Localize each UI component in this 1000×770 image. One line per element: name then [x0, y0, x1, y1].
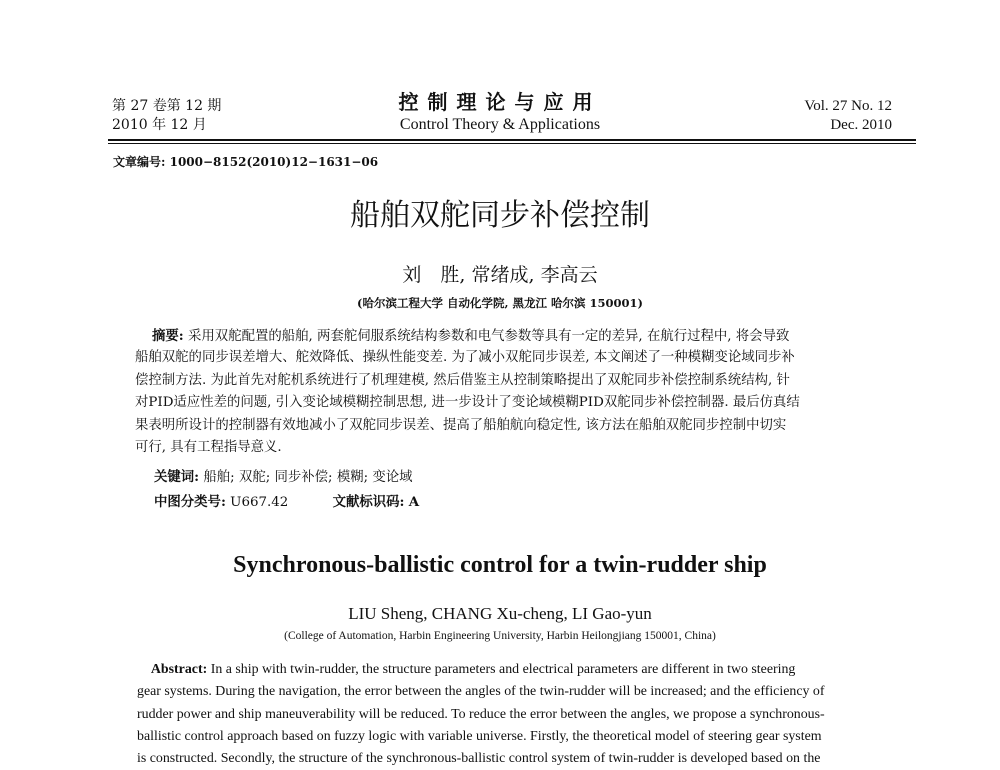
authors-en: LIU Sheng, CHANG Xu-cheng, LI Gao-yun: [348, 604, 652, 623]
abstract-cn-label: 摘要:: [152, 328, 184, 344]
classification-cn: [154, 491, 419, 510]
header-rule-thin: [108, 143, 916, 144]
volume-cn: 第 27 卷第 12 期: [112, 98, 222, 114]
affiliation-en: (College of Automation, Harbin Engineering University, Harbin Heilongjiang 150001, China): [284, 630, 716, 642]
doc-code-value: A: [408, 494, 420, 510]
abstract-en-line: rudder power and ship maneuverability will be reduced. To reduce the error between the angles, we propose a synchronous-: [137, 706, 825, 722]
volume-issue-en: [804, 97, 892, 135]
volume-en: Vol. 27 No. 12: [804, 98, 892, 114]
abstract-en-text: In a ship with twin-rudder, the structure parameters and electrical parameters are different in two steering: [210, 662, 796, 677]
abstract-cn-line: 偿控制方法. 为此首先对舵机系统进行了机理建模, 然后借鉴主从控制策略提出了双舵同步补偿控制系统结构, 针: [135, 372, 790, 388]
journal-title-cn: 控制理论与应用: [398, 90, 602, 114]
paper-title-en: Synchronous-ballistic control for a twin-rudder ship: [233, 552, 767, 578]
abstract-en: [137, 659, 897, 770]
clc-label: 中图分类号:: [154, 494, 226, 510]
abstract-cn-line: 果表明所设计的控制器有效地减小了双舵同步误差、提高了船舶航向稳定性, 该方法在船舶双舵同步控制中切实: [135, 417, 787, 433]
date-en: Dec. 2010: [830, 117, 892, 133]
doc-code-label: 文献标识码:: [332, 494, 405, 510]
header-rule-thick: [108, 139, 916, 141]
abstract-cn-text: 采用双舵配置的船舶, 两套舵伺服系统结构参数和电气参数等具有一定的差异, 在航行过程中, 将会导致: [188, 329, 790, 344]
abstract-en-line: is constructed. Secondly, the structure of the synchronous-ballistic control system of twin-rudder is developed based on the: [137, 751, 821, 767]
abstract-cn: [135, 325, 897, 459]
affiliation-cn: (哈尔滨工程大学 自动化学院, 黑龙江 哈尔滨 150001): [357, 296, 643, 310]
abstract-cn-line: [135, 325, 897, 347]
abstract-cn-line: 船舶双舵的同步误差增大、舵效降低、操纵性能变差. 为了减小双舵同步误差, 本文阐述了一种模糊变论域同步补: [135, 350, 795, 366]
abstract-cn-line: 可行, 具有工程指导意义.: [135, 439, 282, 455]
keywords-cn-label: 关键词:: [154, 469, 200, 485]
abstract-en-line: gear systems. During the navigation, the error between the angles of the twin-rudder will be increased; and the efficiency of: [137, 684, 825, 700]
abstract-cn-line: 对PID适应性差的问题, 引入变论域模糊控制思想, 进一步设计了变论域模糊PID双舵同步补偿控制器. 最后仿真结: [135, 395, 800, 411]
paper-title-cn: 船舶双舵同步补偿控制: [350, 198, 650, 233]
clc-value: U667.42: [230, 495, 289, 510]
date-cn: 2010 年 12 月: [112, 117, 207, 133]
authors-cn: 刘 胜, 常绪成, 李高云: [402, 264, 598, 286]
keywords-cn: [154, 466, 413, 485]
keywords-cn-text: 船舶; 双舵; 同步补偿; 模糊; 变论域: [203, 470, 413, 485]
abstract-en-line: ballistic control approach based on fuzzy logic with variable universe. Firstly, the theoretical model of steering gear system: [137, 728, 822, 744]
abstract-en-line: [137, 659, 897, 681]
abstract-en-label: Abstract:: [150, 662, 208, 677]
article-number: 文章编号: 1000−8152(2010)12−1631−06: [113, 155, 379, 169]
journal-title-en: Control Theory & Applications: [399, 116, 601, 133]
